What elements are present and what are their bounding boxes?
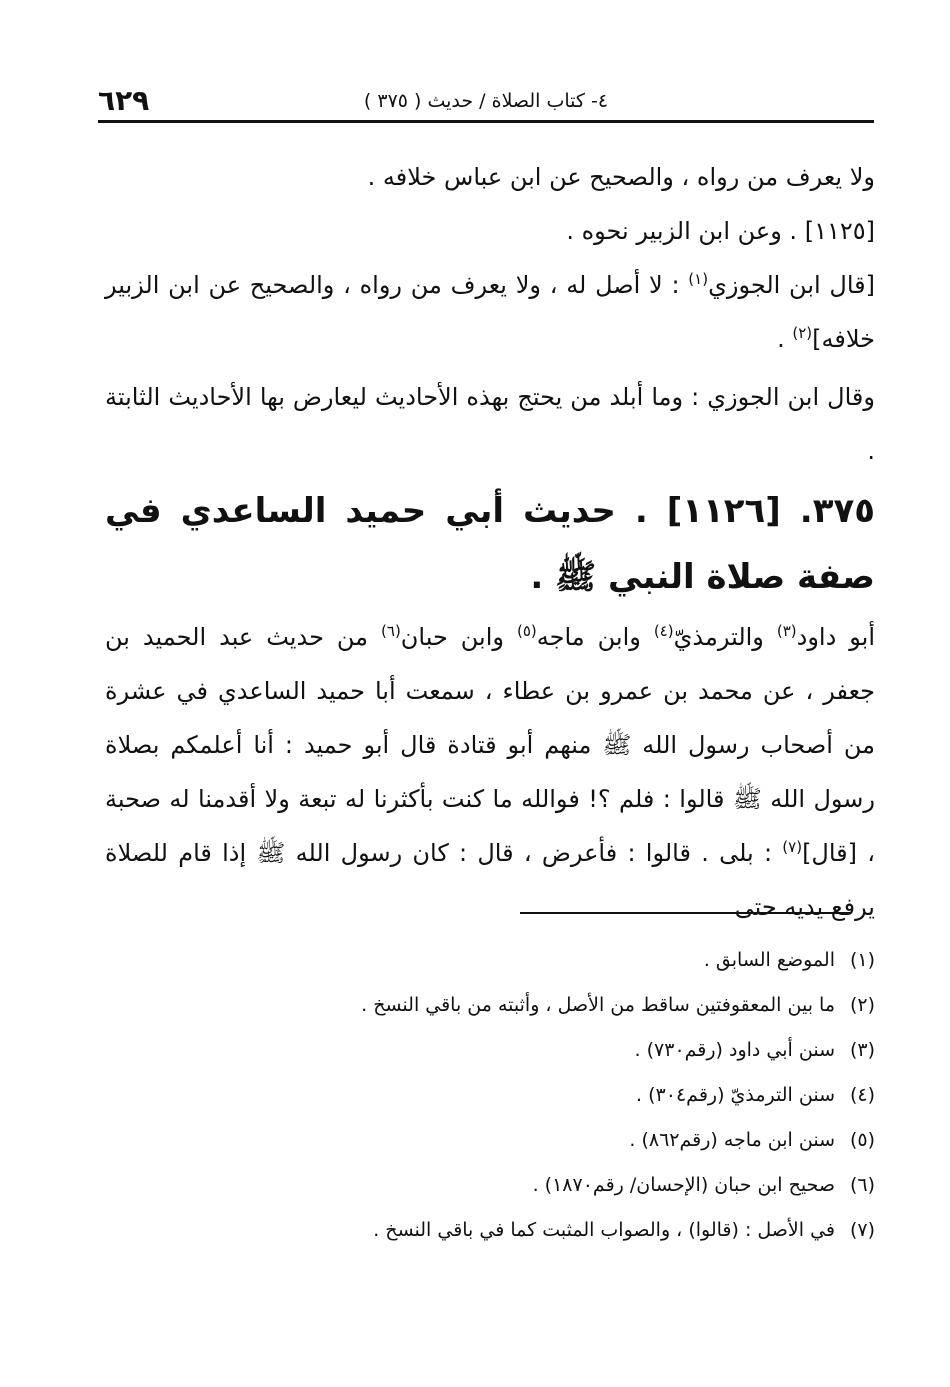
paragraph: [١١٢٥] . وعن ابن الزبير نحوه . <box>566 217 875 245</box>
footnote-text: ما بين المعقوفتين ساقط من الأصل ، وأثبته من باقي النسخ . <box>361 994 835 1016</box>
main-text <box>105 150 875 934</box>
footnote-text: صحيح ابن حبان (الإحسان/ رقم١٨٧٠) . <box>532 1174 835 1196</box>
hadith-text: : بلى . قالوا : فأعرض ، قال : كان رسول الله ﷺ إذا قام للصلاة يرفع يديه حتى <box>105 839 875 921</box>
hadith-text: من حديث عبد الحميد بن جعفر ، عن محمد بن عمرو بن عطاء ، سمعت أبا حميد الساعدي في عشرة من أصحاب رسول الله ﷺ منهم أبو قتادة قال أبو حميد : أنا أعلمكم بصلاة رسول الله ﷺ قالوا : فلم ؟! فوالله ما كنت بأكثرنا له تبعة ولا أقدمنا له صحبة ، [قال] <box>105 623 876 867</box>
footnote-ref: (٦) <box>381 622 401 640</box>
footnote-text: في الأصل : (قالوا) ، والصواب المثبت كما في باقي النسخ . <box>373 1219 835 1241</box>
hadith-text: وابن حبان <box>400 623 517 651</box>
page-header <box>98 84 874 123</box>
page-number: ٦٢٩ <box>98 84 150 117</box>
paragraph-text: [قال ابن الجوزي <box>708 271 875 299</box>
footnote <box>105 938 875 983</box>
footnote <box>105 1163 875 1208</box>
running-title: ٤- كتاب الصلاة / حديث ( ٣٧٥ ) <box>363 90 609 112</box>
footnote-number: (٤) <box>849 1084 875 1106</box>
footnote-ref: (٤) <box>653 622 674 640</box>
footnote-number: (١) <box>849 949 875 971</box>
footnote-text: سنن الترمذيّ (رقم٣٠٤) . <box>636 1084 835 1106</box>
footnote-text: الموضع السابق . <box>703 949 835 971</box>
footnote-text: سنن أبي داود (رقم٧٣٠) . <box>634 1039 835 1061</box>
hadith-text: والترمذيّ <box>673 623 777 651</box>
footnotes <box>105 938 875 1253</box>
footnote-number: (٦) <box>849 1174 875 1196</box>
paragraph: وقال ابن الجوزي : وما أبلد من يحتج بهذه الأحاديث ليعارض بها الأحاديث الثابتة . <box>105 383 875 465</box>
footnote <box>105 1073 875 1118</box>
footnote-ref: (٣) <box>776 622 797 640</box>
paragraph: ولا يعرف من رواه ، والصحيح عن ابن عباس خلافه . <box>367 163 875 191</box>
paragraph-text: : لا أصل له ، ولا يعرف من رواه ، والصحيح عن ابن الزبير خلافه] <box>105 271 875 353</box>
paragraph <box>105 258 875 366</box>
footnote-ref: (٥) <box>516 622 537 640</box>
hadith-paragraph <box>105 610 875 934</box>
footnote-number: (٢) <box>849 994 875 1016</box>
footnote-number: (٥) <box>849 1129 875 1151</box>
footnote-ref: (١) <box>688 270 709 288</box>
hadith-text: وابن ماجه <box>536 623 654 651</box>
paragraph-text: . <box>777 325 793 353</box>
footnote <box>105 1028 875 1073</box>
hadith-text: أبو داود <box>796 623 876 651</box>
footnote-divider <box>520 912 850 914</box>
footnote-text: سنن ابن ماجه (رقم٨٦٢) . <box>629 1129 835 1151</box>
footnote <box>105 1118 875 1163</box>
footnote-ref: (٧) <box>782 838 803 856</box>
footnote <box>105 983 875 1028</box>
footnote-number: (٣) <box>849 1039 875 1061</box>
footnote-ref: (٢) <box>792 324 813 342</box>
footnote <box>105 1208 875 1253</box>
section-heading: ٣٧٥. [١١٢٦] . حديث أبي حميد الساعدي في صفة صلاة النبي ﷺ . <box>105 491 875 597</box>
footnote-number: (٧) <box>849 1219 875 1241</box>
